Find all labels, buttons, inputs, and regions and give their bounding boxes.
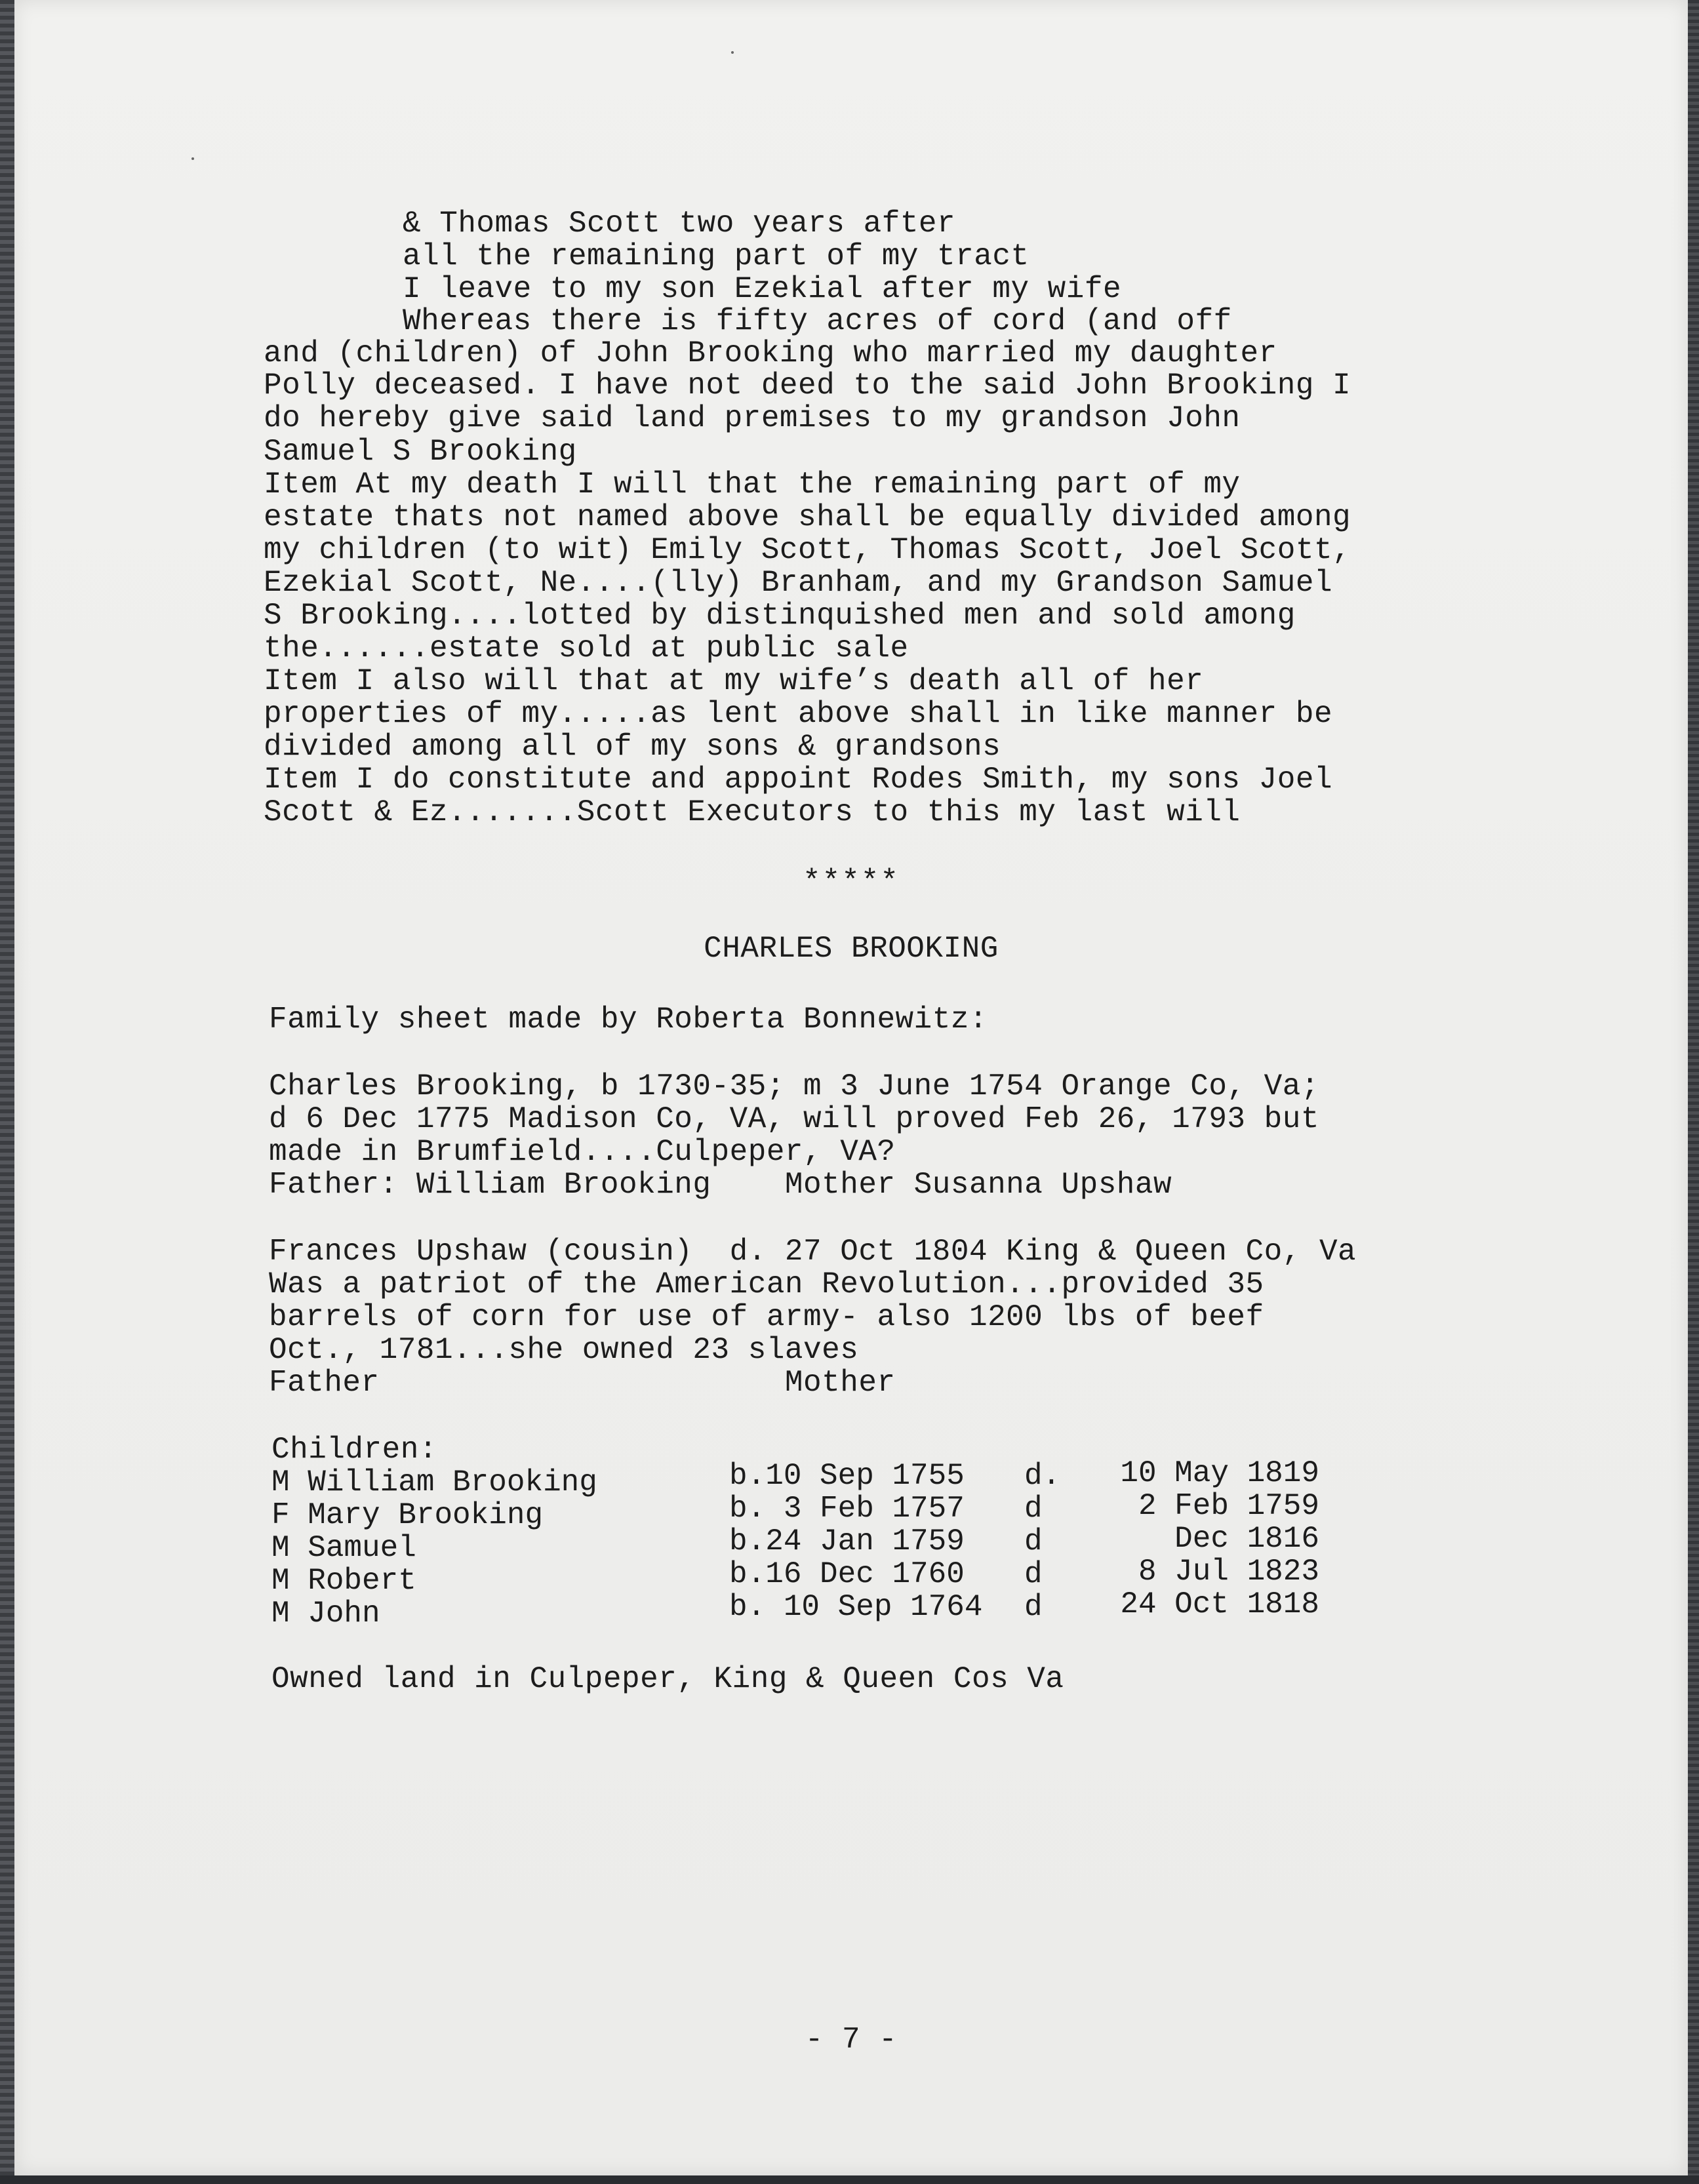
section-separator: ***** <box>802 865 900 899</box>
charles-line: Father: William Brooking Mother Susanna Upshaw <box>269 1168 1172 1202</box>
scanner-edge-right <box>1688 0 1699 2184</box>
speck <box>191 157 194 160</box>
speck <box>731 51 734 54</box>
child-birth: b. 3 Feb 1757 <box>729 1492 965 1526</box>
will-line: Polly deceased. I have not deed to the said John Brooking I <box>264 368 1351 403</box>
child-name: M Robert <box>271 1564 416 1598</box>
will-line: Item I do constitute and appoint Rodes Smith, my sons Joel <box>264 763 1333 797</box>
child-death-marker: d <box>1024 1492 1043 1526</box>
will-line: Samuel S Brooking <box>264 435 577 469</box>
will-line: all the remaining part of my tract <box>403 239 1029 273</box>
scanner-edge-left <box>0 0 14 2184</box>
charles-line: Charles Brooking, b 1730-35; m 3 June 1754 Orange Co, Va; <box>269 1069 1319 1103</box>
family-sheet-note: Family sheet made by Roberta Bonnewitz: <box>269 1003 988 1037</box>
child-name: M Samuel <box>271 1531 416 1565</box>
charles-line: d 6 Dec 1775 Madison Co, VA, will proved Feb 26, 1793 but <box>269 1102 1319 1136</box>
charles-line: made in Brumfield....Culpeper, VA? <box>269 1135 896 1169</box>
will-line: & Thomas Scott two years after <box>403 207 956 241</box>
children-heading: Children: <box>271 1433 437 1467</box>
land-note: Owned land in Culpeper, King & Queen Cos Va <box>271 1662 1064 1696</box>
frances-line: barrels of corn for use of army- also 1200 lbs of beef <box>269 1300 1264 1334</box>
child-name: M William Brooking <box>271 1465 597 1499</box>
child-death-marker: d. <box>1024 1459 1061 1493</box>
will-line: Item At my death I will that the remaining part of my <box>264 467 1241 502</box>
frances-line: Frances Upshaw (cousin) d. 27 Oct 1804 King & Queen Co, Va <box>269 1235 1357 1269</box>
will-line: estate thats not named above shall be equally divided among <box>264 500 1351 534</box>
child-death: 10 May 1819 <box>1120 1456 1319 1490</box>
child-birth: b. 10 Sep 1764 <box>729 1590 983 1624</box>
child-birth: b.10 Sep 1755 <box>729 1459 965 1493</box>
child-death: 24 Oct 1818 <box>1120 1587 1319 1621</box>
will-line: Ezekial Scott, Ne....(lly) Branham, and my Grandson Samuel <box>264 566 1333 600</box>
will-line: divided among all of my sons & grandsons <box>264 730 1001 764</box>
page-number: - 7 - <box>805 2023 898 2057</box>
frances-line: Was a patriot of the American Revolution...provided 35 <box>269 1267 1264 1301</box>
child-name: F Mary Brooking <box>271 1498 544 1532</box>
child-death-marker: d <box>1024 1590 1043 1624</box>
will-line: Item I also will that at my wife’s death all of her <box>264 664 1204 698</box>
child-death-marker: d <box>1024 1557 1043 1591</box>
child-death: 2 Feb 1759 <box>1138 1489 1319 1523</box>
will-line: do hereby give said land premises to my grandson John <box>264 401 1241 435</box>
will-line: my children (to wit) Emily Scott, Thomas Scott, Joel Scott, <box>264 533 1351 567</box>
child-death: 8 Jul 1823 <box>1138 1555 1319 1589</box>
will-line: Whereas there is fifty acres of cord (and off <box>403 304 1232 338</box>
will-line: properties of my.....as lent above shall in like manner be <box>264 697 1333 731</box>
will-line: S Brooking....lotted by distinquished men and sold among <box>264 599 1296 633</box>
child-birth: b.16 Dec 1760 <box>729 1557 965 1591</box>
scanner-edge-bottom <box>0 2175 1699 2184</box>
child-birth: b.24 Jan 1759 <box>729 1524 965 1559</box>
frances-line: Oct., 1781...she owned 23 slaves <box>269 1333 859 1367</box>
child-name: M John <box>271 1597 380 1631</box>
frances-line: Father Mother <box>269 1366 896 1400</box>
section-title: CHARLES BROOKING <box>704 932 999 966</box>
child-death: Dec 1816 <box>1174 1522 1319 1556</box>
document-page <box>14 0 1688 2175</box>
will-line: the......estate sold at public sale <box>264 631 909 665</box>
will-line: Scott & Ez.......Scott Executors to this my last will <box>264 795 1241 829</box>
will-line: and (children) of John Brooking who married my daughter <box>264 336 1277 370</box>
child-death-marker: d <box>1024 1524 1043 1559</box>
will-line: I leave to my son Ezekial after my wife <box>403 272 1122 306</box>
